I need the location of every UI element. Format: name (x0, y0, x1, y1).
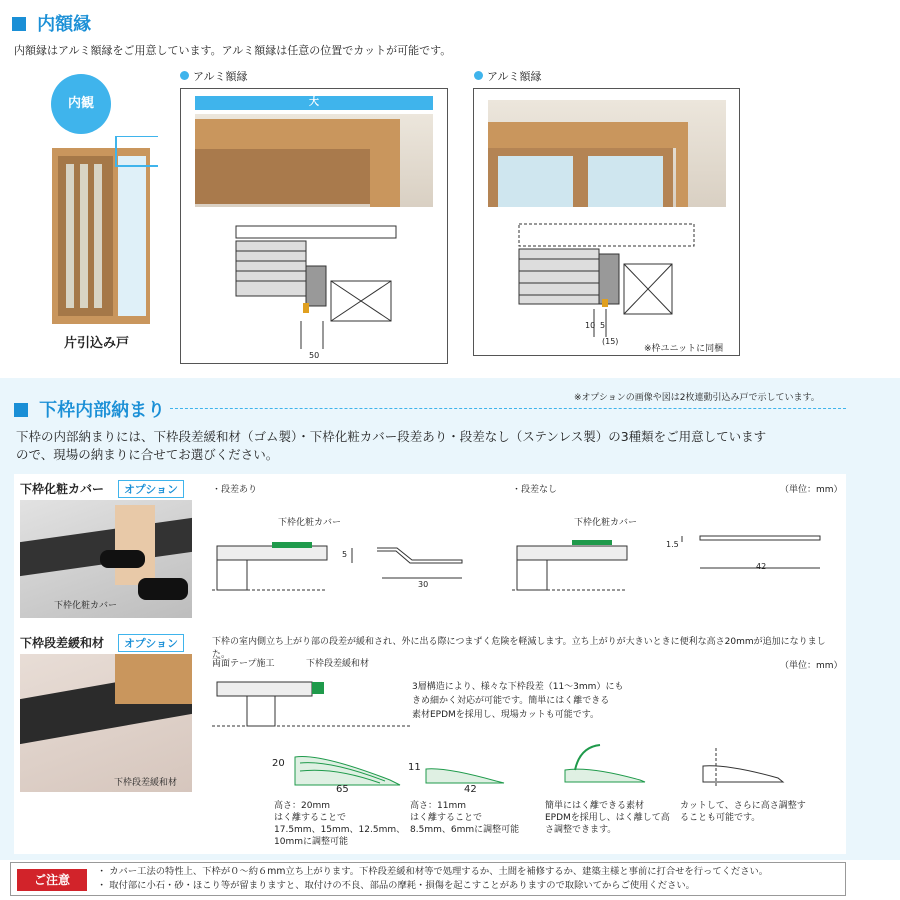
size-large-bar: 大 (195, 96, 433, 110)
dim-42-cover: 42 (756, 562, 767, 571)
cover-option-badge: オプション (118, 480, 184, 498)
with-step-label: ・段差あり (212, 485, 258, 495)
heading-divider (170, 408, 846, 409)
section2-title: 下枠内部納まり (39, 400, 166, 421)
peel-caption: 簡単にはく離できる素材 EPDMを採用し、はく離して高 さ調整できます。 (545, 801, 670, 835)
section2-description: 下枠の内部納まりには、下枠段差緩和材（ゴム製）・下枠化粧カバー段差あり・段差なし（ステンレス製）の3種類をご用意しています ので、現場の納まりに合せてお選びください。 (16, 429, 767, 462)
peel-drawing (560, 742, 650, 787)
tape-label: 両面テープ施工 (212, 659, 275, 669)
slope-photo (20, 654, 192, 792)
dim-10: 10 (585, 321, 596, 330)
dim-11-height: 11 (408, 762, 421, 773)
section1-heading (12, 10, 91, 36)
panel-left-label: アルミ額縁 (180, 68, 248, 84)
dim-50: 50 (309, 351, 320, 360)
cover-label-with-step: 下枠化粧カバー (278, 518, 342, 528)
dim-30-cover: 30 (418, 580, 429, 589)
slope-option-badge: オプション (118, 634, 184, 652)
frame-section-drawing-left (231, 221, 411, 361)
dim-42-width: 42 (464, 784, 477, 795)
door-caption: 片引込み戸 (64, 336, 130, 351)
slope-description: 下枠の室内側立ち上がり部の段差が緩和され、外に出る際につまずく危険を軽減します。立ち上がりが大きいときに便利な高さ20mmが追加になりました。 (212, 637, 826, 660)
slope-feature-text: 3層構造により、様々な下枠段差（11〜3mm）にも きめ細かく対応が可能です。簡単にはく離できる 素材EPDMを採用し、現場カットも可能です。 (412, 682, 624, 720)
cover-section-drawings (212, 528, 832, 600)
aluminum-frame-panel-left (180, 88, 448, 364)
cover-photo-label: 下枠化粧カバー (54, 601, 118, 611)
caution-label: ご注意 (17, 869, 87, 891)
slope-11-caption: 高さ：11mm はく離することで 8.5mm、6mmに調整可能 (410, 801, 520, 835)
dim-1-5-cover: 1.5 (666, 540, 679, 549)
heading-square-icon (14, 403, 28, 417)
section1-description: 内額縁はアルミ額縁をご用意しています。アルミ額縁は任意の位置でカットが可能です。 (14, 44, 452, 57)
slope-title: 下枠段差緩和材 (20, 636, 105, 650)
frame-section-drawing-right (514, 219, 704, 339)
cut-caption: カットして、さらに高さ調整す ることも可能です。 (680, 801, 806, 823)
slope-photo-label: 下枠段差緩和材 (114, 778, 178, 788)
included-note: ※枠ユニットに同梱 (644, 344, 724, 354)
slope-20-caption: 高さ：20mm はく離することで 17.5mm、15mm、12.5mm、 10mmに調整可能 (274, 801, 406, 847)
cover-title: 下枠化粧カバー (20, 482, 105, 496)
slope-11-drawing (416, 755, 516, 787)
dim-15: (15) (602, 337, 619, 346)
dim-5-cover: 5 (342, 550, 348, 559)
aluminum-frame-panel-right (473, 88, 740, 356)
frame-photo-window (488, 100, 726, 207)
sliding-door-illustration (48, 136, 158, 328)
bullet-icon (474, 71, 483, 80)
cover-label-without-step: 下枠化粧カバー (574, 518, 638, 528)
slope-section-drawing (212, 670, 412, 734)
slope-material-label: 下枠段差緩和材 (306, 659, 370, 669)
bullet-icon (180, 71, 189, 80)
option-note: ※オプションの画像や図は2枚連動引込み戸で示しています。 (574, 393, 820, 403)
without-step-label: ・段差なし (512, 485, 558, 495)
cut-drawing (698, 748, 788, 788)
slope-20-drawing (280, 745, 420, 790)
heading-square-icon (12, 17, 26, 31)
section2-heading (14, 396, 165, 422)
section1-title: 内額縁 (37, 14, 92, 35)
dim-5: 5 (600, 321, 606, 330)
caution-box (10, 862, 846, 896)
inside-view-badge: 内観 (51, 74, 111, 134)
frame-photo-large (195, 114, 433, 207)
panel-right-label: アルミ額縁 (474, 68, 542, 84)
caution-text: ・ カバー工法の特性上、下枠が０〜約６mm立ち上がります。下枠段差緩和材等で処理するか、土間を補修するか、建築主様と事前に打合せを行ってください。 ・ 取付部に小石・砂・ほこり等が留まりますと、取付けの不良、部品の摩耗・損傷を起こすことがありますので取除いてからご使用ください。 (97, 866, 769, 891)
unit-label-2: （単位：mm） (780, 661, 843, 671)
dim-20-height: 20 (272, 758, 285, 769)
unit-label-1: （単位：mm） (780, 485, 843, 495)
dim-65-width: 65 (336, 784, 349, 795)
